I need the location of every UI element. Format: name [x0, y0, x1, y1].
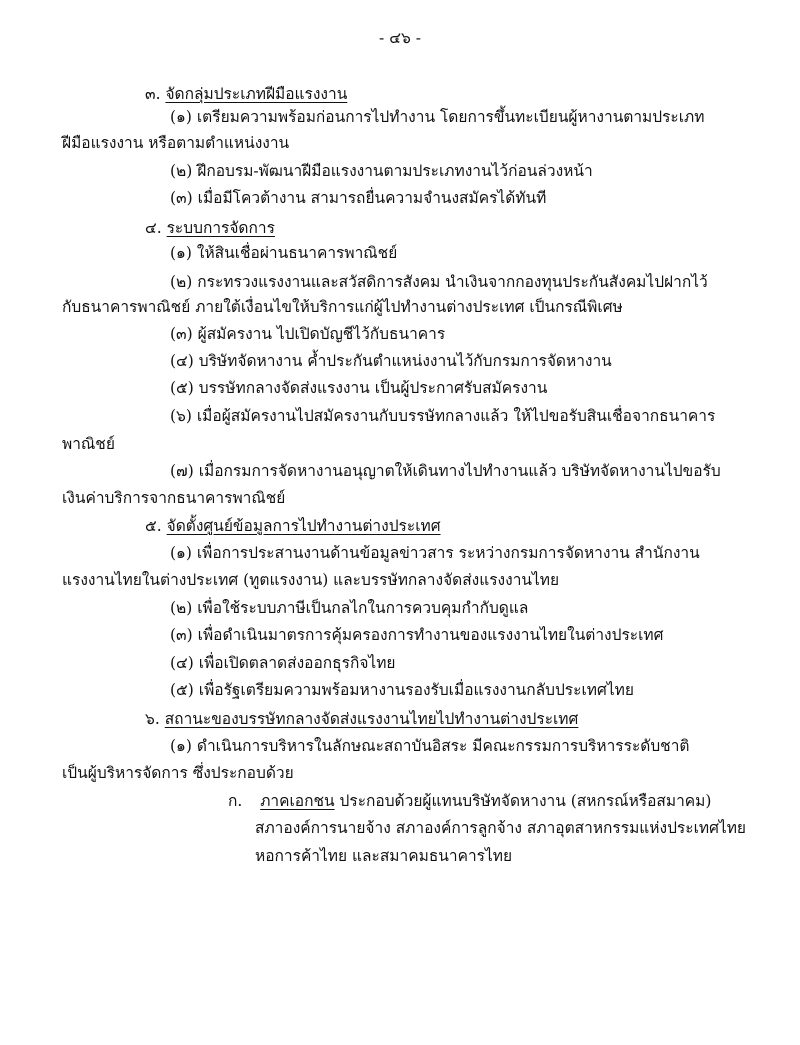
- section-heading: [145, 708, 578, 730]
- list-item: [170, 405, 715, 427]
- sub-item-continuation: สภาองค์การนายจ้าง สภาองค์การลูกจ้าง สภาอุตสาหกรรมแห่งประเทศไทย: [255, 819, 747, 837]
- item-continuation: แรงงานไทยในต่างประเทศ (ทูตแรงงาน) และบรรษัทกลางจัดส่งแรงงานไทย: [62, 571, 560, 589]
- list-item: [170, 160, 593, 182]
- section-heading: [145, 83, 347, 105]
- list-item: [170, 106, 705, 128]
- section-number: ๔.: [145, 219, 162, 237]
- item-text: เพื่อรัฐเตรียมความพร้อมหางานรองรับเมื่อแรงงานกลับประเทศไทย: [198, 681, 634, 699]
- sub-item-text: ประกอบด้วยผู้แทนบริษัทจัดหางาน (สหกรณ์หรือสมาคม): [339, 792, 712, 810]
- item-text: เมื่อกรมการจัดหางานอนุญาตให้เดินทางไปทำงานแล้ว บริษัทจัดหางานไปขอรับ: [198, 462, 721, 480]
- list-item: [170, 679, 634, 701]
- item-number: (๓): [170, 325, 193, 343]
- item-number: (๓): [170, 626, 193, 644]
- section-number: ๖.: [145, 710, 160, 728]
- item-text: เตรียมความพร้อมก่อนการไปทำงาน โดยการขึ้นทะเบียนผู้หางานตามประเภท: [196, 108, 705, 126]
- item-text: เพื่อดำเนินมาตรการคุ้มครองการทำงานของแรงงานไทยในต่างประเทศ: [197, 626, 664, 644]
- section-number: ๓.: [145, 85, 161, 103]
- item-text: เพื่อเปิดตลาดส่งออกธุรกิจไทย: [198, 654, 396, 672]
- list-item: [170, 271, 708, 293]
- item-number: (๕): [170, 379, 194, 397]
- list-item: [170, 187, 546, 209]
- list-item: [170, 350, 612, 372]
- item-number: (๒): [170, 273, 193, 291]
- item-continuation: เป็นผู้บริหารจัดการ ซึ่งประกอบด้วย: [62, 764, 294, 782]
- list-item: [170, 624, 663, 646]
- section-number: ๕.: [145, 517, 162, 535]
- item-number: (๑): [170, 544, 192, 562]
- page-number: - ๔๖ -: [379, 29, 421, 47]
- section-title: ระบบการจัดการ: [166, 219, 275, 237]
- item-text: ผู้สมัครงาน ไปเปิดบัญชีไว้กับธนาคาร: [197, 325, 446, 343]
- list-item: [170, 377, 547, 399]
- item-number: (๗): [170, 462, 194, 480]
- section-title: สถานะของบรรษัทกลางจัดส่งแรงงานไทยไปทำงานต่างประเทศ: [164, 710, 579, 728]
- item-text: เมื่อมีโควต้างาน สามารถยื่นความจำนงสมัครได้ทันที: [197, 189, 547, 207]
- sub-item-label: ก.: [228, 792, 243, 810]
- item-text: ดำเนินการบริหารในลักษณะสถาบันอิสระ มีคณะกรรมการบริหารระดับชาติ: [196, 737, 690, 755]
- list-item: [170, 323, 445, 345]
- item-continuation: กับธนาคารพาณิชย์ ภายใต้เงื่อนไขให้บริการแก่ผู้ไปทำงานต่างประเทศ เป็นกรณีพิเศษ: [62, 298, 623, 316]
- item-text: บรรษัทกลางจัดส่งแรงงาน เป็นผู้ประกาศรับสมัครงาน: [198, 379, 548, 397]
- item-continuation: พาณิชย์: [62, 435, 115, 453]
- list-item: [170, 542, 700, 564]
- item-text: กระทรวงแรงงานและสวัสดิการสังคม นำเงินจากกองทุนประกันสังคมไปฝากไว้: [197, 273, 708, 291]
- item-number: (๖): [170, 407, 192, 425]
- section-title: จัดตั้งศูนย์ข้อมูลการไปทำงานต่างประเทศ: [166, 517, 441, 535]
- list-item: [170, 242, 397, 264]
- item-number: (๑): [170, 737, 192, 755]
- item-number: (๑): [170, 108, 192, 126]
- item-number: (๕): [170, 681, 194, 699]
- list-item: [170, 460, 721, 482]
- list-item: [170, 735, 689, 757]
- list-item: [170, 652, 396, 674]
- item-number: (๔): [170, 654, 194, 672]
- sub-item: [228, 790, 711, 812]
- item-text: เมื่อผู้สมัครงานไปสมัครงานกับบรรษัทกลางแล้ว ให้ไปขอรับสินเชื่อจากธนาคาร: [196, 407, 716, 425]
- section-heading: [145, 217, 275, 239]
- item-text: ให้สินเชื่อผ่านธนาคารพาณิชย์: [196, 244, 398, 262]
- item-number: (๔): [170, 352, 194, 370]
- item-number: (๓): [170, 189, 193, 207]
- item-text: เพื่อใช้ระบบภาษีเป็นกลไกในการควบคุมกำกับดูแล: [197, 599, 529, 617]
- item-continuation: ฝีมือแรงงาน หรือตามตำแหน่งงาน: [62, 134, 290, 152]
- item-number: (๒): [170, 162, 193, 180]
- sub-item-continuation: หอการค้าไทย และสมาคมธนาคารไทย: [255, 847, 513, 865]
- item-text: เพื่อการประสานงานด้านข้อมูลข่าวสาร ระหว่างกรมการจัดหางาน สำนักงาน: [196, 544, 700, 562]
- item-text: บริษัทจัดหางาน ค้ำประกันตำแหน่งงานไว้กับกรมการจัดหางาน: [198, 352, 612, 370]
- section-title: จัดกลุ่มประเภทฝีมือแรงงาน: [165, 85, 348, 103]
- sub-item-heading: ภาคเอกชน: [260, 792, 335, 810]
- list-item: [170, 597, 528, 619]
- item-text: ฝึกอบรม-พัฒนาฝีมือแรงงานตามประเภทงานไว้ก่อนล่วงหน้า: [197, 162, 593, 180]
- item-number: (๑): [170, 244, 192, 262]
- section-heading: [145, 515, 441, 537]
- item-number: (๒): [170, 599, 193, 617]
- item-continuation: เงินค่าบริการจากธนาคารพาณิชย์: [62, 489, 286, 507]
